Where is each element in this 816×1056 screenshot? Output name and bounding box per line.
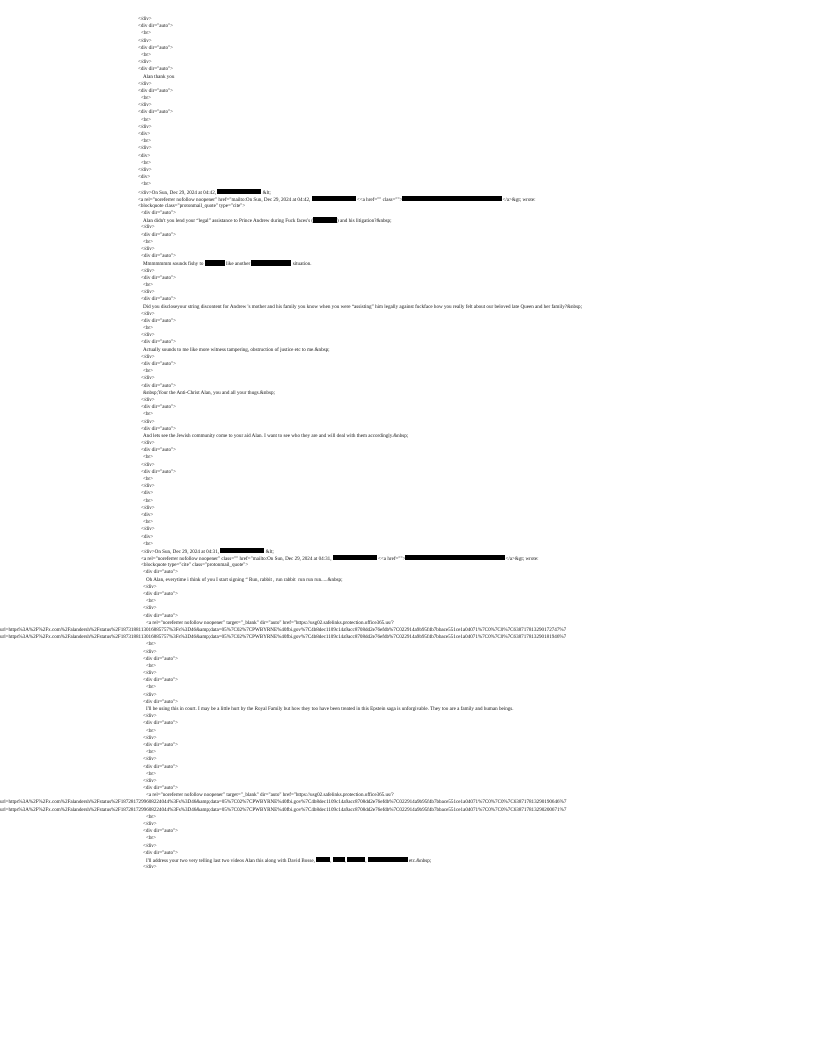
source-text: </div>On Sun, Dec 29, 2024 at 04:42, — [138, 189, 218, 196]
source-line — [0, 605, 816, 612]
redaction-box — [217, 189, 261, 194]
source-line — [0, 88, 816, 95]
source-line — [0, 95, 816, 102]
source-line — [0, 23, 816, 30]
source-line — [0, 160, 816, 167]
source-line — [0, 526, 816, 533]
source-text: <br> — [143, 476, 153, 482]
source-text: <br> — [141, 30, 151, 37]
source-text: <div dir="auto"> — [143, 698, 178, 705]
source-text: <br> — [143, 238, 153, 245]
source-line — [0, 656, 816, 663]
source-line — [0, 66, 816, 73]
source-text: like another — [224, 261, 252, 268]
source-text: <div dir="auto"> — [141, 468, 176, 475]
source-text: <div dir="auto"> — [143, 655, 178, 662]
source-line — [0, 102, 816, 109]
source-line — [0, 684, 816, 691]
source-text: <br> — [146, 835, 156, 842]
redaction-box — [220, 548, 264, 553]
source-line — [0, 469, 816, 476]
source-line — [0, 562, 816, 569]
source-text: </div> — [138, 123, 152, 130]
source-line — [0, 196, 816, 203]
source-line — [0, 16, 816, 23]
source-line — [0, 289, 816, 296]
source-text: <br> — [143, 519, 153, 526]
source-text: </div> — [141, 267, 155, 274]
source-text: Oh Alan, everytime i think of you I start signing “ Run, rabbit , run rabbit run run run.....&nbsp; — [146, 576, 343, 583]
source-line — [0, 541, 816, 548]
source-text: <div dir="auto"> — [143, 569, 178, 576]
source-text: <br> — [143, 540, 153, 547]
source-line — [0, 397, 816, 404]
source-text: And lets see the Jewish community come to your aid Alan. I want to see who they are and will deal with them accordingly.&nbsp; — [143, 432, 409, 439]
source-line — [0, 347, 816, 354]
source-line — [0, 174, 816, 181]
source-text: <a rel="noreferrer nofollow noopener" target="_blank" dir="auto" href="https://usg02.safelinks.protection.office365.us/? — [146, 792, 394, 799]
source-text: </div> — [143, 734, 157, 741]
source-line — [0, 433, 816, 440]
source-line — [0, 325, 816, 332]
source-line — [0, 764, 816, 771]
source-text: <div dir="auto"> — [141, 210, 176, 217]
source-text: <div dir="auto"> — [141, 231, 176, 238]
source-line — [0, 282, 816, 289]
source-text: <blockquote class="protonmail_quote" type="cite"> — [138, 202, 246, 209]
source-line — [0, 799, 816, 806]
source-line — [0, 38, 816, 45]
source-text: <div> — [141, 490, 154, 497]
source-line — [0, 117, 816, 124]
redaction-box — [313, 217, 337, 222]
source-text: </div> — [143, 713, 157, 720]
source-line — [0, 821, 816, 828]
source-text: Alan thank you — [143, 73, 175, 80]
source-line — [0, 735, 816, 742]
source-line — [0, 864, 816, 871]
source-line — [0, 153, 816, 160]
source-line — [0, 835, 816, 842]
source-line — [0, 232, 816, 239]
source-text: <a rel="noreferrer nofollow noopener" target="_blank" dir="auto" href="https://usg02.safelinks.protection.office365.us/? — [146, 619, 394, 626]
source-line — [0, 275, 816, 282]
source-line — [0, 52, 816, 59]
source-line — [0, 850, 816, 857]
source-text: </div> — [141, 461, 155, 468]
source-line — [0, 720, 816, 727]
source-text: <div dir="auto"> — [141, 447, 176, 454]
source-text: </div> — [143, 648, 157, 655]
source-text: </div> — [141, 375, 155, 382]
source-text: </div> — [141, 504, 155, 511]
source-text: Alan didn't you lend your “legal” assistance to Prince Andrew during Fuck faces's ( — [143, 218, 314, 225]
source-line — [0, 304, 816, 311]
source-text: </div> — [138, 37, 152, 44]
source-line — [0, 462, 816, 469]
source-text: <br> — [141, 181, 151, 188]
source-line — [0, 598, 816, 605]
source-text: <div dir="auto"> — [141, 425, 176, 432]
source-line — [0, 181, 816, 188]
source-text: <br> — [146, 598, 156, 605]
source-text: ) and his litigation?&nbsp; — [337, 218, 392, 225]
source-text: </div> — [138, 16, 152, 22]
source-text: <br> — [143, 411, 153, 418]
source-line — [0, 217, 816, 224]
source-line — [0, 577, 816, 584]
source-text: Mmmmmmm sounds fishy to — [143, 261, 205, 268]
source-line — [0, 814, 816, 821]
source-line — [0, 246, 816, 253]
source-text: </a>&gt; wrote: — [505, 555, 539, 562]
source-text: <br> — [146, 813, 156, 820]
source-line — [0, 483, 816, 490]
source-text: situation. — [291, 261, 312, 268]
redaction-box — [312, 196, 356, 201]
source-line — [0, 404, 816, 411]
source-line — [0, 131, 816, 138]
source-text: <br> — [143, 368, 153, 375]
source-line — [0, 375, 816, 382]
source-line — [0, 74, 816, 81]
source-text: </div> — [143, 583, 157, 590]
source-line — [0, 167, 816, 174]
source-line — [0, 713, 816, 720]
source-line — [0, 138, 816, 145]
source-line — [0, 505, 816, 512]
source-line — [0, 339, 816, 346]
source-line — [0, 620, 816, 627]
source-line — [0, 224, 816, 231]
source-text: </div> — [141, 224, 155, 231]
source-line — [0, 613, 816, 620]
source-text: </div> — [138, 80, 152, 87]
source-text: <div dir="auto"> — [143, 763, 178, 770]
source-text: <div dir="auto"> — [141, 317, 176, 324]
source-text: </div> — [143, 777, 157, 784]
source-text: <div dir="auto"> — [143, 720, 178, 727]
source-text: <div dir="auto"> — [143, 741, 178, 748]
source-text: <div dir="auto"> — [141, 296, 176, 303]
source-text: <div dir="auto"> — [141, 253, 176, 260]
source-text: <a rel="noreferrer nofollow noopener" href="mailto:On Sun, Dec 29, 2024 at 04:42, — [138, 196, 312, 203]
source-text: url=https%3A%2F%2Fx.com%2Falandersh%2Fstatus%2F1872817299608224044%3Fs%3D46&amp;data=05%7C02%7CPWBYRNE%40fbi.gov%7C4b8dec1109c14a9acc8708dd2e76efdb%7C022914a9b95f4b7bbace551ce1a04071%7C0%7C0%7C638717813290200671%7 — [0, 806, 567, 813]
source-text: <div> — [138, 131, 151, 137]
source-text: <div dir="auto"> — [143, 849, 178, 856]
source-text: </div> — [141, 440, 155, 447]
source-text: &nbsp;Your the Anti-Christ Alan, you and all your thugs.&nbsp; — [143, 389, 275, 396]
source-line — [0, 253, 816, 260]
source-text: <br> — [141, 95, 151, 102]
source-line — [0, 670, 816, 677]
source-line — [0, 296, 816, 303]
source-text: <br> — [146, 662, 156, 669]
source-text: <div> — [138, 152, 151, 159]
source-text: <br> — [146, 770, 156, 777]
source-text: url=https%3A%2F%2Fx.com%2Falandersh%2Fstatus%2F1872817299608224044%3Fs%3D46&amp;data=05%7C02%7CPWBYRNE%40fbi.gov%7C4b8dec1109c14a9acc8708dd2e76efdb%7C022914a9b95f4b7bbace551ce1a04071%7C0%7C0%7C638717813290190646%7 — [0, 799, 567, 806]
source-text: </div> — [141, 396, 155, 403]
source-line — [0, 390, 816, 397]
source-text: <div dir="auto"> — [141, 361, 176, 367]
source-text: </a>&gt; wrote: — [502, 196, 536, 203]
source-line — [0, 512, 816, 519]
source-line — [0, 447, 816, 454]
source-text: <div dir="auto"> — [141, 404, 176, 411]
source-line — [0, 555, 816, 562]
source-text: I'll address your two very telling last two videos Alan this along with David Bosse, — [146, 857, 317, 864]
source-text: I'll be using this in court. I may be a little hurt by the Royal Family but how they too have been treated in this Epstein saga is unforgivable. They too are a family and human beings. — [146, 706, 514, 712]
source-text: <div dir="auto"> — [141, 382, 176, 389]
source-text: <br> — [143, 497, 153, 504]
source-line — [0, 239, 816, 246]
source-line — [0, 476, 816, 483]
source-line — [0, 756, 816, 763]
source-line — [0, 354, 816, 361]
source-text: <br> — [141, 51, 151, 58]
source-line — [0, 411, 816, 418]
source-text: <br> — [146, 749, 156, 756]
source-text: </div> — [138, 145, 152, 152]
source-line — [0, 332, 816, 339]
source-text: <div> — [141, 533, 154, 540]
source-line — [0, 426, 816, 433]
source-line — [0, 361, 816, 368]
redaction-box — [344, 857, 365, 864]
document-body — [0, 16, 816, 871]
source-text: <br> — [141, 159, 151, 166]
redaction-box — [405, 555, 505, 560]
source-text: &lt; — [264, 548, 274, 555]
source-line — [0, 828, 816, 835]
source-line — [0, 210, 816, 217]
source-text: , — [330, 857, 333, 864]
source-line — [0, 591, 816, 598]
source-line — [0, 749, 816, 756]
source-line — [0, 440, 816, 447]
source-text: </div> — [141, 246, 155, 252]
source-text: <div dir="auto"> — [141, 339, 176, 346]
source-text: <<a href="" class=""> — [355, 196, 403, 203]
source-text: <a rel="noreferrer nofollow noopener" class="" href="mailto:On Sun, Dec 29, 2024 at 04:31, — [141, 555, 333, 562]
source-text: </div> — [141, 289, 155, 296]
source-line — [0, 584, 816, 591]
source-text: </div> — [138, 59, 152, 66]
source-text: </div> — [141, 310, 155, 317]
source-text: <div dir="auto"> — [138, 23, 173, 30]
source-text: <div dir="auto"> — [138, 87, 173, 94]
source-line — [0, 807, 816, 814]
source-line — [0, 59, 816, 66]
source-text: </div> — [141, 526, 155, 533]
source-text: </div> — [141, 418, 155, 425]
source-text: Did you discloseyour string discontent for Andrew 's mother and his family you know when you were “assisting” him legally against fuckface how you really felt about our beloved late Queen and her family?&nbsp; — [143, 303, 583, 310]
source-text: <br> — [146, 727, 156, 734]
source-line — [0, 534, 816, 541]
source-line — [0, 81, 816, 88]
source-text: </div> — [143, 605, 157, 612]
source-text: <br> — [141, 138, 151, 145]
source-line — [0, 843, 816, 850]
source-text: <div dir="auto"> — [143, 612, 178, 619]
source-text: <div dir="auto"> — [143, 677, 178, 684]
source-text: <<a href=""> — [376, 555, 406, 562]
source-text: <br> — [146, 641, 156, 648]
source-line — [0, 728, 816, 735]
source-text: <div dir="auto"> — [141, 274, 176, 281]
redaction-box — [251, 260, 291, 265]
source-line — [0, 742, 816, 749]
source-line — [0, 454, 816, 461]
source-line — [0, 519, 816, 526]
source-line — [0, 203, 816, 210]
source-text: url=https%3A%2F%2Fx.com%2Falandersh%2Fstatus%2F1873188113016885757%3Fs%3D46&amp;data=05%7C02%7CPWBYRNE%40fbi.gov%7C4b8dec1109c14a9acc8708dd2e76efdb%7C022914a9b95f4b7bbace551ce1a04071%7C0%7C0%7C638717813290181946%7 — [0, 634, 567, 641]
source-text: </div> — [143, 756, 157, 763]
source-line — [0, 778, 816, 785]
redaction-box — [316, 857, 330, 862]
source-text: </div> — [143, 691, 157, 698]
source-text: , — [365, 857, 368, 864]
source-text: <br> — [143, 281, 153, 288]
source-line — [0, 490, 816, 497]
source-line — [0, 30, 816, 37]
source-line — [0, 569, 816, 576]
source-line — [0, 771, 816, 778]
source-line — [0, 649, 816, 656]
source-text: <div dir="auto"> — [143, 591, 178, 597]
source-text: <br> — [141, 116, 151, 123]
source-line — [0, 368, 816, 375]
source-line — [0, 260, 816, 267]
source-text: </div> — [143, 864, 157, 871]
source-line — [0, 634, 816, 641]
source-line — [0, 692, 816, 699]
source-line — [0, 145, 816, 152]
source-text: </div> — [138, 102, 152, 109]
redaction-box — [368, 857, 408, 862]
source-line — [0, 677, 816, 684]
source-text: <div dir="auto"> — [138, 44, 173, 51]
source-text: <div dir="auto"> — [143, 785, 178, 792]
source-text: <blockquote type="cite" class="protonmail_quote"> — [141, 562, 249, 569]
source-line — [0, 663, 816, 670]
source-line — [0, 706, 816, 713]
source-line — [0, 311, 816, 318]
source-line — [0, 124, 816, 131]
source-text: <div dir="auto"> — [143, 828, 178, 835]
redaction-box — [205, 260, 225, 265]
source-text: </div> — [141, 353, 155, 360]
source-text: , — [344, 857, 348, 864]
source-line — [0, 383, 816, 390]
source-text: </div> — [141, 483, 155, 490]
source-text: </div> — [143, 670, 157, 677]
source-text: </div> — [143, 842, 157, 849]
source-line — [0, 109, 816, 116]
source-line — [0, 548, 816, 555]
source-line — [0, 699, 816, 706]
source-text: <div dir="auto"> — [138, 66, 173, 73]
source-line — [0, 318, 816, 325]
redaction-box — [402, 196, 502, 201]
source-text: url=https%3A%2F%2Fx.com%2Falandersh%2Fstatus%2F1873188113016885757%3Fs%3D46&amp;data=05%7C02%7CPWBYRNE%40fbi.gov%7C4b8dec1109c14a9acc8708dd2e76efdb%7C022914a9b95f4b7bbace551ce1a04071%7C0%7C0%7C638717813290172747%7 — [0, 626, 567, 633]
source-text: <br> — [143, 325, 153, 332]
source-line — [0, 641, 816, 648]
source-text: &lt; — [261, 189, 271, 196]
source-line — [0, 45, 816, 52]
source-text: <div> — [138, 174, 151, 181]
source-line — [0, 785, 816, 792]
source-line — [0, 498, 816, 505]
redaction-box — [333, 857, 345, 862]
source-line — [0, 419, 816, 426]
source-line — [0, 268, 816, 275]
source-text: <div dir="auto"> — [138, 109, 173, 116]
source-text: </div> — [143, 821, 157, 827]
source-text: </div> — [138, 166, 152, 173]
source-text: Actually sounds to me like more witness tampering, obstruction of justice etc to me.&nbsp; — [143, 346, 330, 353]
source-line — [0, 189, 816, 196]
source-text: </div> — [141, 332, 155, 339]
source-text: <br> — [143, 454, 153, 461]
source-line — [0, 857, 816, 864]
redaction-box — [333, 555, 377, 560]
source-text: <br> — [146, 684, 156, 691]
source-text: </div>On Sun, Dec 29, 2024 at 04:31, — [141, 548, 221, 555]
source-text: etc.&nbsp; — [407, 857, 432, 864]
source-text: <div> — [141, 511, 154, 518]
